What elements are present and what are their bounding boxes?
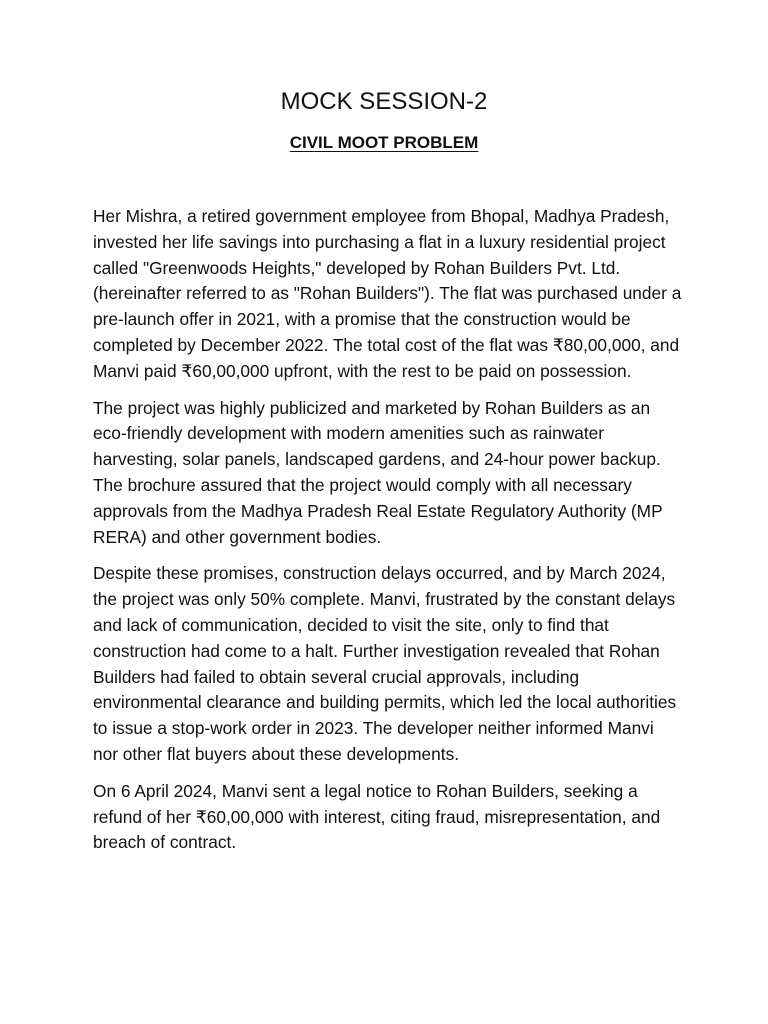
paragraph: The project was highly publicized and marketed by Rohan Builders as an eco-friendly development with modern amenities such as rainwater harvesting, solar panels, landscaped gardens, and 24-hour power backup. The brochure assured that the project would comply with all necessary approvals from the Madhya Pradesh Real Estate Regulatory Authority (MP RERA) and other government bodies. [93,397,663,547]
paragraph: Despite these promises, construction delays occurred, and by March 2024, the project was only 50% complete. Manvi, frustrated by the constant delays and lack of communication, decided to visit the site, only to find that construction had come to a halt. Further investigation revealed that Rohan Builders had failed to obtain several crucial approvals, including environmental clearance and building permits, which led the local authorities to issue a stop-work order in 2023. The developer neither informed Manvi nor other flat buyers about these developments. [93,563,677,764]
paragraph: Her Mishra, a retired government employee from Bhopal, Madhya Pradesh, invested her life savings into purchasing a flat in a luxury residential project called "Greenwoods Heights," developed by Rohan Builders Pvt. Ltd. (hereinafter referred to as "Rohan Builders"). The flat was purchased under a pre-launch offer in 2021, with a promise that the construction would be completed by December 2022. The total cost of the flat was ₹80,00,000, and Manvi paid ₹60,00,000 upfront, with the rest to be paid on possession. [93,206,682,381]
document-subtitle: CIVIL MOOT PROBLEM [289,133,479,152]
paragraph: On 6 April 2024, Manvi sent a legal notice to Rohan Builders, seeking a refund of her ₹60,00,000 with interest, citing fraud, misrepresentation, and breach of contract. [93,780,661,853]
document-title: MOCK SESSION-2 [280,88,488,115]
document-body [93,204,683,867]
